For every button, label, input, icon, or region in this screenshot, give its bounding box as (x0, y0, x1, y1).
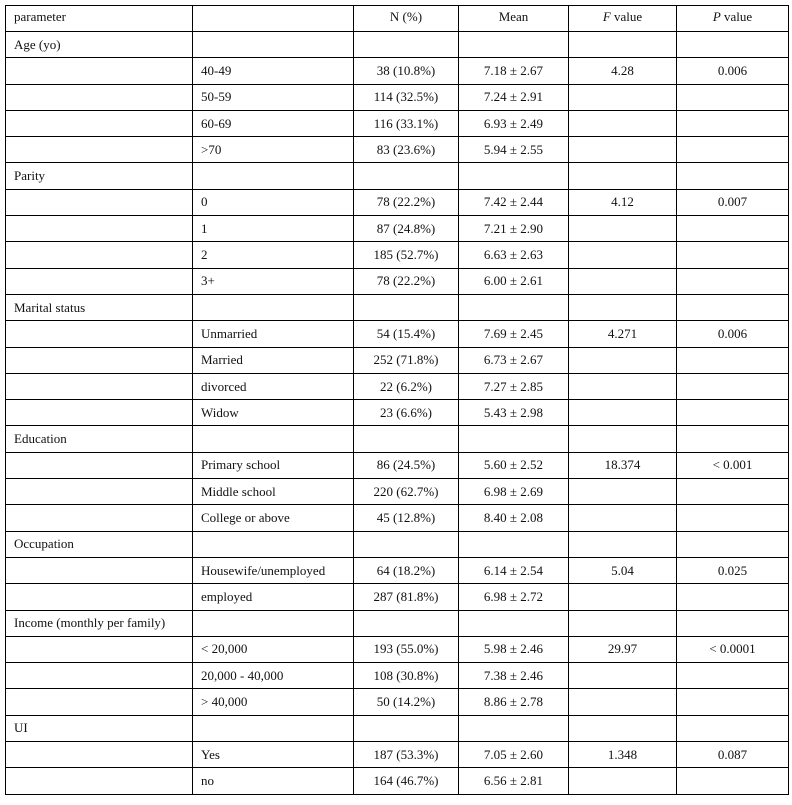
table-row (6, 505, 789, 531)
p-value-cell (677, 137, 789, 163)
p-value-cell: < 0.0001 (677, 636, 789, 662)
level-cell: Married (193, 347, 354, 373)
empty-cell (6, 242, 193, 268)
header-f-label: value (610, 9, 643, 24)
table-row (6, 58, 789, 84)
empty-cell (6, 347, 193, 373)
empty-cell (459, 610, 569, 636)
p-value-cell: < 0.001 (677, 452, 789, 478)
table-body (6, 32, 789, 795)
empty-cell (6, 373, 193, 399)
empty-cell (677, 163, 789, 189)
empty-cell (6, 742, 193, 768)
p-value-cell (677, 584, 789, 610)
statistics-table (5, 5, 789, 795)
n-percent-cell: 78 (22.2%) (354, 189, 459, 215)
header-n-percent: N (%) (354, 6, 459, 32)
mean-cell: 5.43 ± 2.98 (459, 400, 569, 426)
level-cell: employed (193, 584, 354, 610)
p-value-cell: 0.007 (677, 189, 789, 215)
table-row (6, 110, 789, 136)
empty-cell (459, 715, 569, 741)
p-value-cell (677, 400, 789, 426)
empty-cell (6, 479, 193, 505)
p-value-cell: 0.087 (677, 742, 789, 768)
p-value-cell (677, 663, 789, 689)
mean-cell: 6.00 ± 2.61 (459, 268, 569, 294)
level-cell: Widow (193, 400, 354, 426)
group-name: UI (6, 715, 193, 741)
level-cell: > 40,000 (193, 689, 354, 715)
level-cell: 3+ (193, 268, 354, 294)
mean-cell: 8.40 ± 2.08 (459, 505, 569, 531)
f-value-cell (569, 505, 677, 531)
empty-cell (677, 294, 789, 320)
level-cell: >70 (193, 137, 354, 163)
table-row (6, 84, 789, 110)
table-row (6, 400, 789, 426)
level-cell: 50-59 (193, 84, 354, 110)
header-parameter: parameter (6, 6, 193, 32)
level-cell: < 20,000 (193, 636, 354, 662)
group-name: Marital status (6, 294, 193, 320)
empty-cell (354, 426, 459, 452)
table-row (6, 479, 789, 505)
empty-cell (354, 715, 459, 741)
group-row (6, 610, 789, 636)
f-value-cell: 5.04 (569, 557, 677, 583)
f-value-cell (569, 216, 677, 242)
empty-cell (569, 32, 677, 58)
p-value-cell (677, 689, 789, 715)
mean-cell: 7.21 ± 2.90 (459, 216, 569, 242)
empty-cell (569, 163, 677, 189)
empty-cell (569, 715, 677, 741)
p-value-cell (677, 373, 789, 399)
n-percent-cell: 185 (52.7%) (354, 242, 459, 268)
level-cell: divorced (193, 373, 354, 399)
empty-cell (6, 189, 193, 215)
empty-cell (193, 294, 354, 320)
group-name: Parity (6, 163, 193, 189)
f-value-cell (569, 137, 677, 163)
p-value-cell (677, 110, 789, 136)
mean-cell: 7.27 ± 2.85 (459, 373, 569, 399)
group-name: Occupation (6, 531, 193, 557)
table-row (6, 584, 789, 610)
empty-cell (354, 32, 459, 58)
empty-cell (6, 400, 193, 426)
empty-cell (6, 216, 193, 242)
n-percent-cell: 108 (30.8%) (354, 663, 459, 689)
f-value-cell (569, 373, 677, 399)
empty-cell (6, 321, 193, 347)
level-cell: 40-49 (193, 58, 354, 84)
table-row (6, 373, 789, 399)
header-p-label: value (720, 9, 753, 24)
empty-cell (459, 426, 569, 452)
f-value-cell (569, 479, 677, 505)
mean-cell: 6.98 ± 2.72 (459, 584, 569, 610)
level-cell: Middle school (193, 479, 354, 505)
p-value-cell (677, 242, 789, 268)
empty-cell (569, 610, 677, 636)
empty-cell (459, 163, 569, 189)
empty-cell (459, 294, 569, 320)
group-name: Education (6, 426, 193, 452)
header-f-symbol: F (602, 9, 611, 24)
header-mean: Mean (459, 6, 569, 32)
table-row (6, 137, 789, 163)
empty-cell (6, 452, 193, 478)
empty-cell (569, 294, 677, 320)
n-percent-cell: 220 (62.7%) (354, 479, 459, 505)
n-percent-cell: 45 (12.8%) (354, 505, 459, 531)
p-value-cell (677, 768, 789, 794)
n-percent-cell: 78 (22.2%) (354, 268, 459, 294)
level-cell: College or above (193, 505, 354, 531)
empty-cell (569, 426, 677, 452)
n-percent-cell: 50 (14.2%) (354, 689, 459, 715)
n-percent-cell: 86 (24.5%) (354, 452, 459, 478)
p-value-cell (677, 216, 789, 242)
empty-cell (6, 689, 193, 715)
n-percent-cell: 83 (23.6%) (354, 137, 459, 163)
group-row (6, 32, 789, 58)
n-percent-cell: 287 (81.8%) (354, 584, 459, 610)
empty-cell (193, 426, 354, 452)
empty-cell (6, 84, 193, 110)
level-cell: 0 (193, 189, 354, 215)
n-percent-cell: 187 (53.3%) (354, 742, 459, 768)
f-value-cell (569, 84, 677, 110)
empty-cell (193, 32, 354, 58)
f-value-cell: 1.348 (569, 742, 677, 768)
table-row (6, 242, 789, 268)
level-cell: Housewife/unemployed (193, 557, 354, 583)
empty-cell (193, 531, 354, 557)
f-value-cell (569, 242, 677, 268)
f-value-cell (569, 110, 677, 136)
n-percent-cell: 87 (24.8%) (354, 216, 459, 242)
n-percent-cell: 114 (32.5%) (354, 84, 459, 110)
table-row (6, 768, 789, 794)
f-value-cell: 4.271 (569, 321, 677, 347)
empty-cell (6, 663, 193, 689)
empty-cell (6, 768, 193, 794)
table-row (6, 636, 789, 662)
mean-cell: 7.42 ± 2.44 (459, 189, 569, 215)
p-value-cell: 0.025 (677, 557, 789, 583)
level-cell: 20,000 - 40,000 (193, 663, 354, 689)
header-p-symbol: P (712, 9, 721, 24)
mean-cell: 8.86 ± 2.78 (459, 689, 569, 715)
n-percent-cell: 38 (10.8%) (354, 58, 459, 84)
empty-cell (6, 584, 193, 610)
header-p-value (677, 6, 789, 32)
mean-cell: 5.60 ± 2.52 (459, 452, 569, 478)
p-value-cell: 0.006 (677, 321, 789, 347)
empty-cell (193, 163, 354, 189)
header-blank (193, 6, 354, 32)
empty-cell (354, 294, 459, 320)
empty-cell (6, 137, 193, 163)
f-value-cell (569, 768, 677, 794)
table-row (6, 189, 789, 215)
p-value-cell (677, 268, 789, 294)
table-row (6, 216, 789, 242)
mean-cell: 6.56 ± 2.81 (459, 768, 569, 794)
empty-cell (459, 531, 569, 557)
empty-cell (6, 636, 193, 662)
empty-cell (193, 610, 354, 636)
empty-cell (6, 505, 193, 531)
level-cell: no (193, 768, 354, 794)
mean-cell: 6.93 ± 2.49 (459, 110, 569, 136)
table-row (6, 663, 789, 689)
p-value-cell (677, 347, 789, 373)
mean-cell: 6.14 ± 2.54 (459, 557, 569, 583)
mean-cell: 6.98 ± 2.69 (459, 479, 569, 505)
mean-cell: 7.24 ± 2.91 (459, 84, 569, 110)
empty-cell (6, 557, 193, 583)
level-cell: 60-69 (193, 110, 354, 136)
n-percent-cell: 164 (46.7%) (354, 768, 459, 794)
table-header-row (6, 6, 789, 32)
empty-cell (193, 715, 354, 741)
level-cell: Primary school (193, 452, 354, 478)
f-value-cell (569, 400, 677, 426)
f-value-cell (569, 689, 677, 715)
empty-cell (6, 110, 193, 136)
mean-cell: 5.98 ± 2.46 (459, 636, 569, 662)
empty-cell (6, 58, 193, 84)
n-percent-cell: 54 (15.4%) (354, 321, 459, 347)
mean-cell: 6.63 ± 2.63 (459, 242, 569, 268)
mean-cell: 7.05 ± 2.60 (459, 742, 569, 768)
f-value-cell: 4.28 (569, 58, 677, 84)
p-value-cell: 0.006 (677, 58, 789, 84)
table-row (6, 452, 789, 478)
n-percent-cell: 193 (55.0%) (354, 636, 459, 662)
n-percent-cell: 23 (6.6%) (354, 400, 459, 426)
mean-cell: 7.69 ± 2.45 (459, 321, 569, 347)
group-row (6, 715, 789, 741)
empty-cell (354, 610, 459, 636)
empty-cell (677, 531, 789, 557)
empty-cell (569, 531, 677, 557)
table-row (6, 268, 789, 294)
n-percent-cell: 116 (33.1%) (354, 110, 459, 136)
n-percent-cell: 64 (18.2%) (354, 557, 459, 583)
empty-cell (677, 32, 789, 58)
empty-cell (6, 268, 193, 294)
mean-cell: 6.73 ± 2.67 (459, 347, 569, 373)
empty-cell (677, 715, 789, 741)
n-percent-cell: 252 (71.8%) (354, 347, 459, 373)
group-row (6, 531, 789, 557)
empty-cell (354, 163, 459, 189)
level-cell: Yes (193, 742, 354, 768)
empty-cell (354, 531, 459, 557)
level-cell: 2 (193, 242, 354, 268)
table-row (6, 347, 789, 373)
group-row (6, 294, 789, 320)
f-value-cell: 18.374 (569, 452, 677, 478)
mean-cell: 5.94 ± 2.55 (459, 137, 569, 163)
f-value-cell (569, 663, 677, 689)
p-value-cell (677, 505, 789, 531)
empty-cell (677, 426, 789, 452)
table-row (6, 742, 789, 768)
group-row (6, 426, 789, 452)
group-row (6, 163, 789, 189)
table-row (6, 557, 789, 583)
empty-cell (459, 32, 569, 58)
empty-cell (677, 610, 789, 636)
mean-cell: 7.38 ± 2.46 (459, 663, 569, 689)
level-cell: Unmarried (193, 321, 354, 347)
header-f-value (569, 6, 677, 32)
p-value-cell (677, 479, 789, 505)
table-row (6, 689, 789, 715)
level-cell: 1 (193, 216, 354, 242)
f-value-cell (569, 584, 677, 610)
mean-cell: 7.18 ± 2.67 (459, 58, 569, 84)
f-value-cell (569, 268, 677, 294)
n-percent-cell: 22 (6.2%) (354, 373, 459, 399)
f-value-cell: 4.12 (569, 189, 677, 215)
group-name: Age (yo) (6, 32, 193, 58)
f-value-cell: 29.97 (569, 636, 677, 662)
group-name: Income (monthly per family) (6, 610, 193, 636)
p-value-cell (677, 84, 789, 110)
f-value-cell (569, 347, 677, 373)
table-row (6, 321, 789, 347)
